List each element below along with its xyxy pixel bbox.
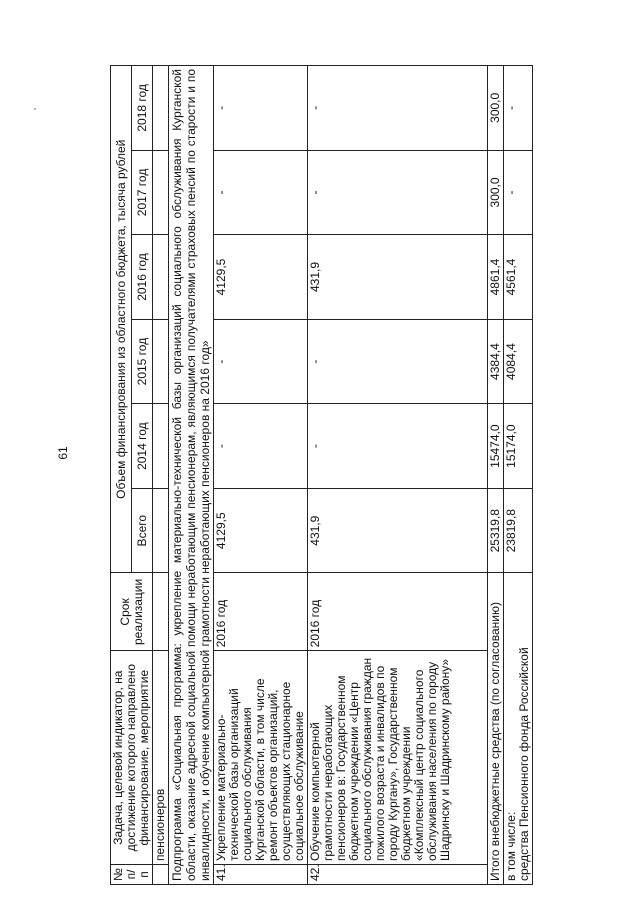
header-year-2014: 2014 год xyxy=(132,404,153,489)
row-num: 41. xyxy=(214,864,308,884)
in-that-number-label: в том числе: xyxy=(504,811,518,881)
totals-row xyxy=(488,66,504,885)
totals-2017: 300,0 xyxy=(488,150,504,235)
row-2014: - xyxy=(214,404,308,489)
totals-2015: 4384,4 xyxy=(488,319,504,404)
financing-table xyxy=(110,65,533,885)
scan-speck xyxy=(34,108,36,110)
header-total: Всего xyxy=(132,488,153,573)
subprogram-title: Подпрограмма «Социальная программа: укрепление материально-технической базы организаций социального обслуживания Курганской области, оказание адресной социальной помощи неработающим пенсионерам, являющимся получателями страховых пенсий по старости и по инвалидности, и обучение компьютерной грамотности неработающих пенсионеров на 2016 год» xyxy=(169,66,214,885)
carry-over-text: пенсионеров xyxy=(153,651,169,865)
row-task: Укрепление материально-технической базы организаций социального обслуживания Курганской области, в том числе ремонт объектов организаций, осуществляющих стационарное социальное обслуживание xyxy=(214,651,308,865)
header-volume: Объем финансирования из областного бюджета, тысяча рублей xyxy=(111,66,132,573)
header-term: Срок реализации xyxy=(111,573,153,651)
table-row xyxy=(308,66,488,885)
table-header-row xyxy=(111,66,132,885)
row-2016: 4129,5 xyxy=(214,235,308,320)
table-row xyxy=(214,66,308,885)
header-year-2016: 2016 год xyxy=(132,235,153,320)
row-2015: - xyxy=(214,319,308,404)
row-total: 4129,5 xyxy=(214,488,308,573)
row-2017: - xyxy=(308,150,488,235)
pension-fund-row xyxy=(504,66,533,885)
row-task: Обучение компьютерной грамотности неработающих пенсионеров в: Государственном бюджетном учреждении «Центр социального обслуживания граждан пожилого возраста и инвалидов по городу Кургану», Государственном бюджетном учреждении «Комплексный центр социального обслуживания населения по городу Шадринску и Шадринскому району» xyxy=(308,651,488,865)
pension-fund-text: средства Пенсионного фонда Российской xyxy=(517,647,531,881)
header-year-2017: 2017 год xyxy=(132,150,153,235)
page-number: 61 xyxy=(56,446,70,460)
pension-fund-2016: 4561,4 xyxy=(504,235,533,320)
totals-2018: 300,0 xyxy=(488,66,504,151)
budget-table-page xyxy=(110,65,630,885)
totals-2014: 15474,0 xyxy=(488,404,504,489)
row-2018: - xyxy=(308,66,488,151)
header-task: Задача, целевой индикатор, на достижение которого направлено финансирование, мероприятие xyxy=(111,651,153,865)
row-term: 2016 год xyxy=(308,573,488,651)
pension-fund-2018: - xyxy=(504,66,533,151)
header-year-2015: 2015 год xyxy=(132,319,153,404)
pension-fund-2015: 4084,4 xyxy=(504,319,533,404)
header-num: № п/п xyxy=(111,864,153,884)
row-total: 431,9 xyxy=(308,488,488,573)
row-term: 2016 год xyxy=(214,573,308,651)
pension-fund-label xyxy=(504,573,533,885)
row-2015: - xyxy=(308,319,488,404)
pension-fund-2017: - xyxy=(504,150,533,235)
totals-2016: 4861,4 xyxy=(488,235,504,320)
pension-fund-total: 23819,8 xyxy=(504,488,533,573)
carry-over-row xyxy=(153,66,169,885)
row-2018: - xyxy=(214,66,308,151)
totals-total: 25319,8 xyxy=(488,488,504,573)
row-num: 42. xyxy=(308,864,488,884)
totals-label: Итого внебюджетные средства (по согласованию) xyxy=(488,573,504,885)
row-2017: - xyxy=(214,150,308,235)
row-2014: - xyxy=(308,404,488,489)
subprogram-row xyxy=(169,66,214,885)
header-year-2018: 2018 год xyxy=(132,66,153,151)
pension-fund-2014: 15174,0 xyxy=(504,404,533,489)
row-2016: 431,9 xyxy=(308,235,488,320)
